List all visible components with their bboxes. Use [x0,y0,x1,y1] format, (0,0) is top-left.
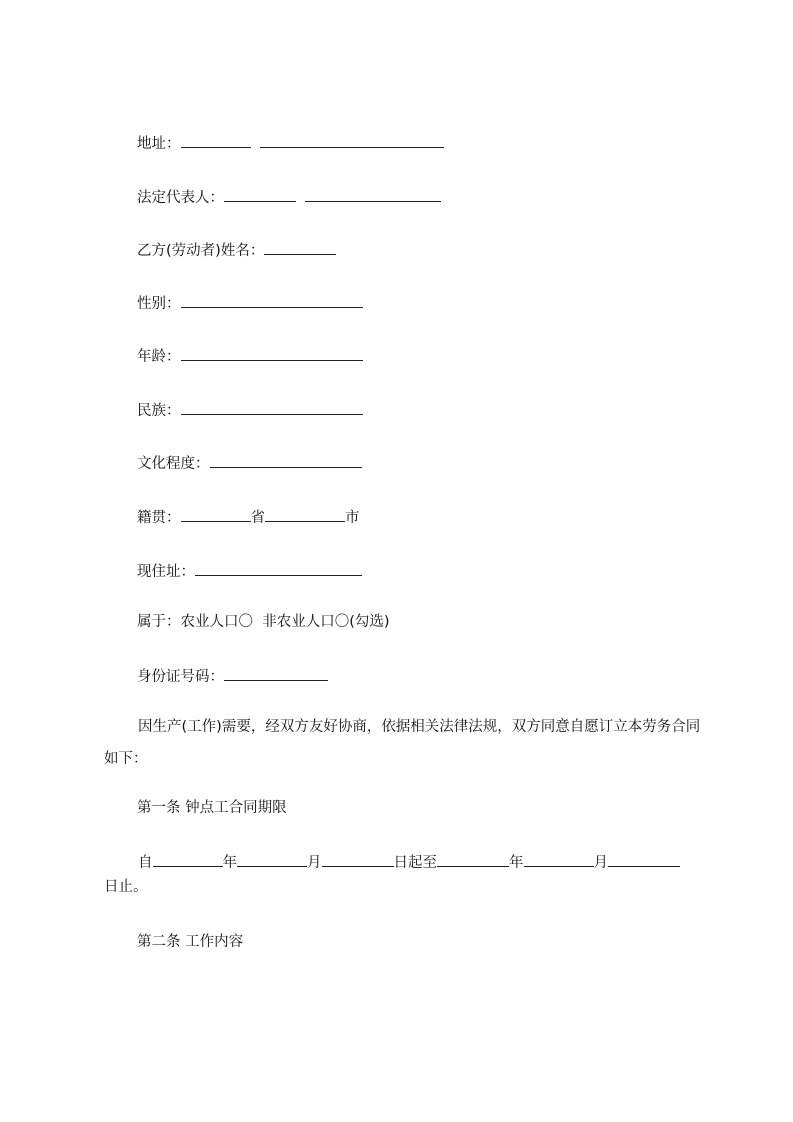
end-year-blank[interactable] [437,851,509,867]
address-blank-1[interactable] [181,132,251,148]
period-day-from: 日起至 [393,855,437,871]
partyB-name-label: 乙方(劳动者)姓名： [137,243,265,259]
native-place-label: 籍贯： [137,510,181,526]
ethnicity-blank[interactable] [181,399,363,415]
native-place-line [137,506,360,528]
native-city-blank[interactable] [265,506,345,522]
province-label: 省 [250,510,265,526]
current-address-line [137,560,362,582]
id-number-line [137,665,328,687]
ethnicity-label: 民族： [137,403,181,419]
city-label: 市 [345,510,360,526]
legal-rep-line [137,186,441,208]
gender-line [137,292,363,314]
start-day-blank[interactable] [322,851,394,867]
id-number-blank[interactable] [224,665,328,681]
address-blank-2[interactable] [260,132,444,148]
address-line [137,132,444,154]
agri-option[interactable]: 农业人口〇 [180,614,253,630]
period-end-line: 日止。 [104,879,148,895]
legal-rep-blank-2[interactable] [305,186,441,202]
end-day-blank[interactable] [608,851,680,867]
partyB-name-line [137,239,336,261]
age-blank[interactable] [181,345,363,361]
period-month-1: 月 [307,855,322,871]
ethnicity-line [137,399,363,421]
education-label: 文化程度： [137,456,210,472]
belongs-label: 属于： [137,614,181,630]
period-line [138,851,680,873]
period-year-1: 年 [222,855,237,871]
age-label: 年龄： [137,349,181,365]
belongs-line [137,612,390,632]
intro-paragraph: 因生产(工作)需要，经双方友好协商，依据相关法律法规，双方同意自愿订立本劳务合同如下： [104,719,701,767]
address-label: 地址： [137,136,181,152]
article1-title: 第一条 钟点工合同期限 [137,800,287,816]
id-number-label: 身份证号码： [137,669,224,685]
nonagri-option[interactable]: 非农业人口〇(勾选) [262,614,390,630]
current-address-label: 现住址： [137,564,195,580]
period-year-2: 年 [509,855,524,871]
gender-blank[interactable] [181,292,363,308]
end-month-blank[interactable] [524,851,594,867]
start-year-blank[interactable] [153,851,223,867]
start-month-blank[interactable] [237,851,307,867]
current-address-blank[interactable] [195,560,362,576]
legal-rep-label: 法定代表人： [137,190,224,206]
gender-label: 性别： [137,296,181,312]
legal-rep-blank-1[interactable] [224,186,296,202]
period-month-2: 月 [593,855,608,871]
article2-title: 第二条 工作内容 [137,934,244,950]
period-from: 自 [138,855,153,871]
partyB-name-blank[interactable] [264,239,336,255]
native-province-blank[interactable] [181,506,251,522]
education-line [137,452,362,474]
age-line [137,345,363,367]
education-blank[interactable] [210,452,362,468]
